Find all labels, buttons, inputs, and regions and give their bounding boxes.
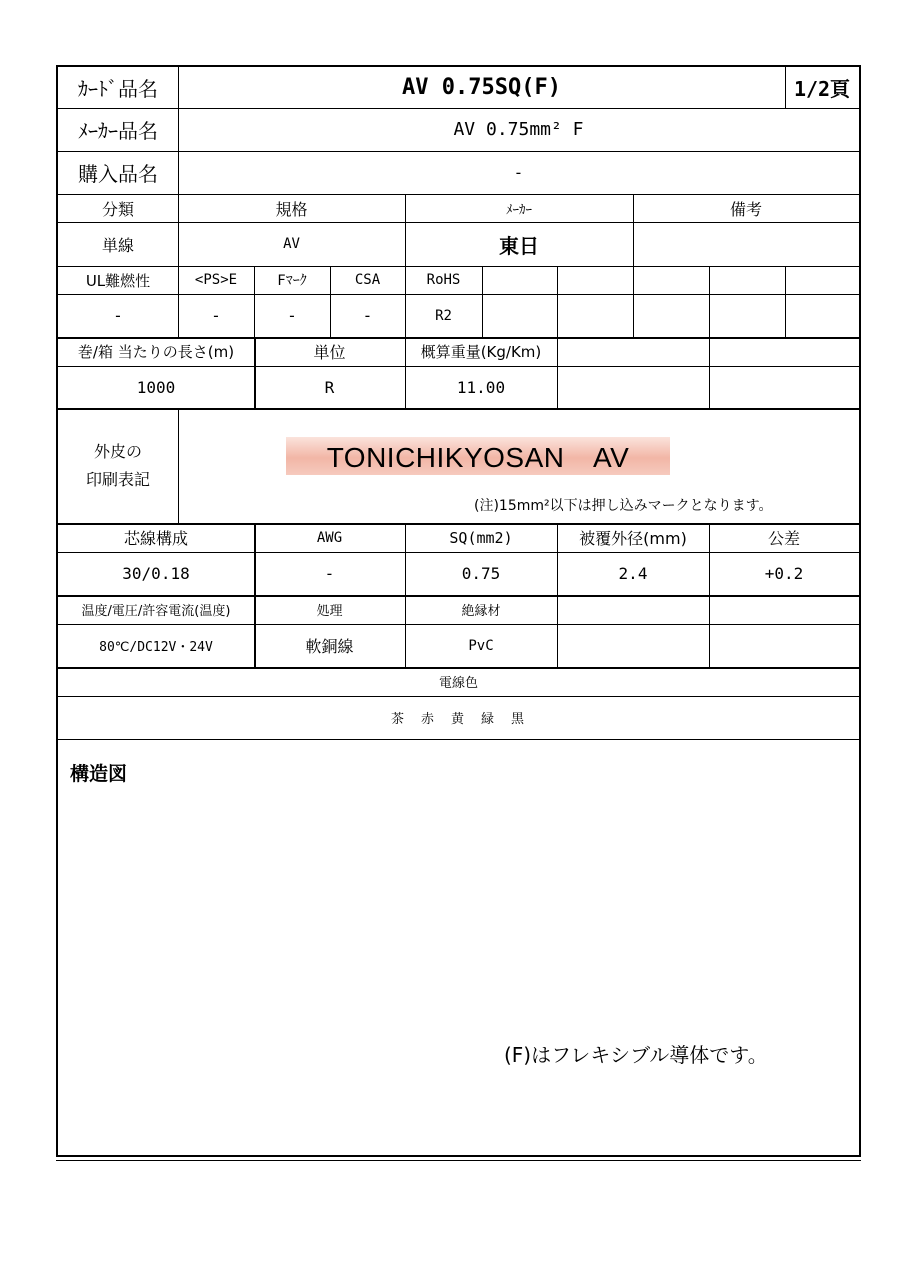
outer-diameter-value: 2.4: [618, 564, 648, 583]
temp-voltage-header: 温度/電圧/許容電流(温度): [81, 604, 231, 619]
structure-diagram-title: 構造図: [70, 763, 128, 785]
treatment-header: 処理: [316, 604, 343, 619]
card-name-value: AV 0.75SQ(F): [402, 75, 561, 100]
spec-sheet: [56, 65, 861, 1157]
awg-header: AWG: [316, 529, 343, 546]
print-marking-label-line1: 外皮の: [93, 441, 142, 461]
unit-header: 単位: [313, 343, 346, 362]
rohs-header: RoHS: [426, 272, 461, 288]
purchase-name-value: -: [513, 163, 524, 182]
ul-flame-header: UL難燃性: [85, 271, 151, 290]
awg-value: -: [324, 564, 335, 583]
flexible-conductor-note: (F)はフレキシブル導体です。: [504, 1043, 768, 1067]
length-per-reel-header: 巻/箱 当たりの長さ(m): [77, 343, 235, 361]
standard-value: AV: [283, 236, 300, 252]
weight-header: 概算重量(Kg/Km): [420, 343, 542, 361]
classification-value: 単線: [101, 235, 134, 255]
purchase-name-label: 購入品名: [78, 162, 158, 186]
remarks-value: [633, 222, 859, 266]
insulation-header: 絶縁材: [461, 604, 501, 619]
sq-header: SQ(mm2): [449, 528, 513, 547]
print-marking-sample: TONICHIKYOSAN AV: [286, 437, 670, 475]
standard-header: 規格: [275, 199, 308, 219]
col-divider: [557, 337, 558, 409]
ul-flame-value: -: [113, 306, 123, 325]
insulation-value: PvC: [468, 637, 494, 654]
csa-value: -: [362, 306, 373, 325]
print-marking-note: (注)15mm²以下は押し込みマークとなります。: [474, 498, 773, 514]
csa-header: CSA: [354, 272, 381, 288]
page-number: 1/2頁: [793, 77, 851, 101]
wire-color-header: 電線色: [438, 676, 478, 691]
f-mark-header: Fﾏｰｸ: [277, 273, 307, 289]
strand-config-value: 30/0.18: [122, 564, 190, 583]
pse-header: <PS>E: [194, 272, 238, 288]
sq-value: 0.75: [461, 564, 501, 583]
pse-value: -: [211, 306, 221, 325]
wire-color-value: 茶 赤 黄 緑 黒: [390, 712, 526, 727]
unit-value: R: [324, 377, 335, 397]
col-divider: [178, 408, 179, 523]
col-divider: [785, 266, 786, 338]
rohs-value: R2: [435, 307, 452, 324]
outer-diameter-header: 被覆外径(mm): [579, 529, 687, 548]
row-divider: [58, 739, 859, 740]
temp-voltage-value: 80℃/DC12V・24V: [99, 640, 213, 655]
classification-header: 分類: [101, 199, 134, 219]
col-divider: [709, 266, 710, 338]
maker-value: 東日: [499, 233, 539, 258]
col-divider: [633, 266, 634, 338]
length-per-reel-value: 1000: [136, 377, 176, 397]
card-name-label: ｶｰﾄﾞ品名: [78, 77, 158, 101]
maker-name-value: AV 0.75mm² F: [453, 119, 584, 140]
col-divider: [482, 266, 483, 338]
f-mark-value: -: [287, 306, 297, 325]
maker-name-label: ﾒｰｶｰ品名: [78, 119, 158, 143]
maker-header: ﾒｰｶｰ: [506, 202, 532, 218]
print-marking-label: [58, 408, 178, 523]
col-divider: [709, 595, 710, 667]
treatment-value: 軟銅線: [305, 637, 354, 656]
remarks-header: 備考: [729, 199, 762, 219]
tolerance-value: +0.2: [764, 564, 804, 583]
col-divider: [557, 595, 558, 667]
col-divider: [709, 337, 710, 409]
print-marking-label-line2: 印刷表記: [85, 469, 150, 489]
weight-value: 11.00: [456, 377, 506, 397]
strand-config-header: 芯線構成: [123, 529, 188, 548]
tolerance-header: 公差: [767, 529, 800, 548]
col-divider: [557, 266, 558, 338]
